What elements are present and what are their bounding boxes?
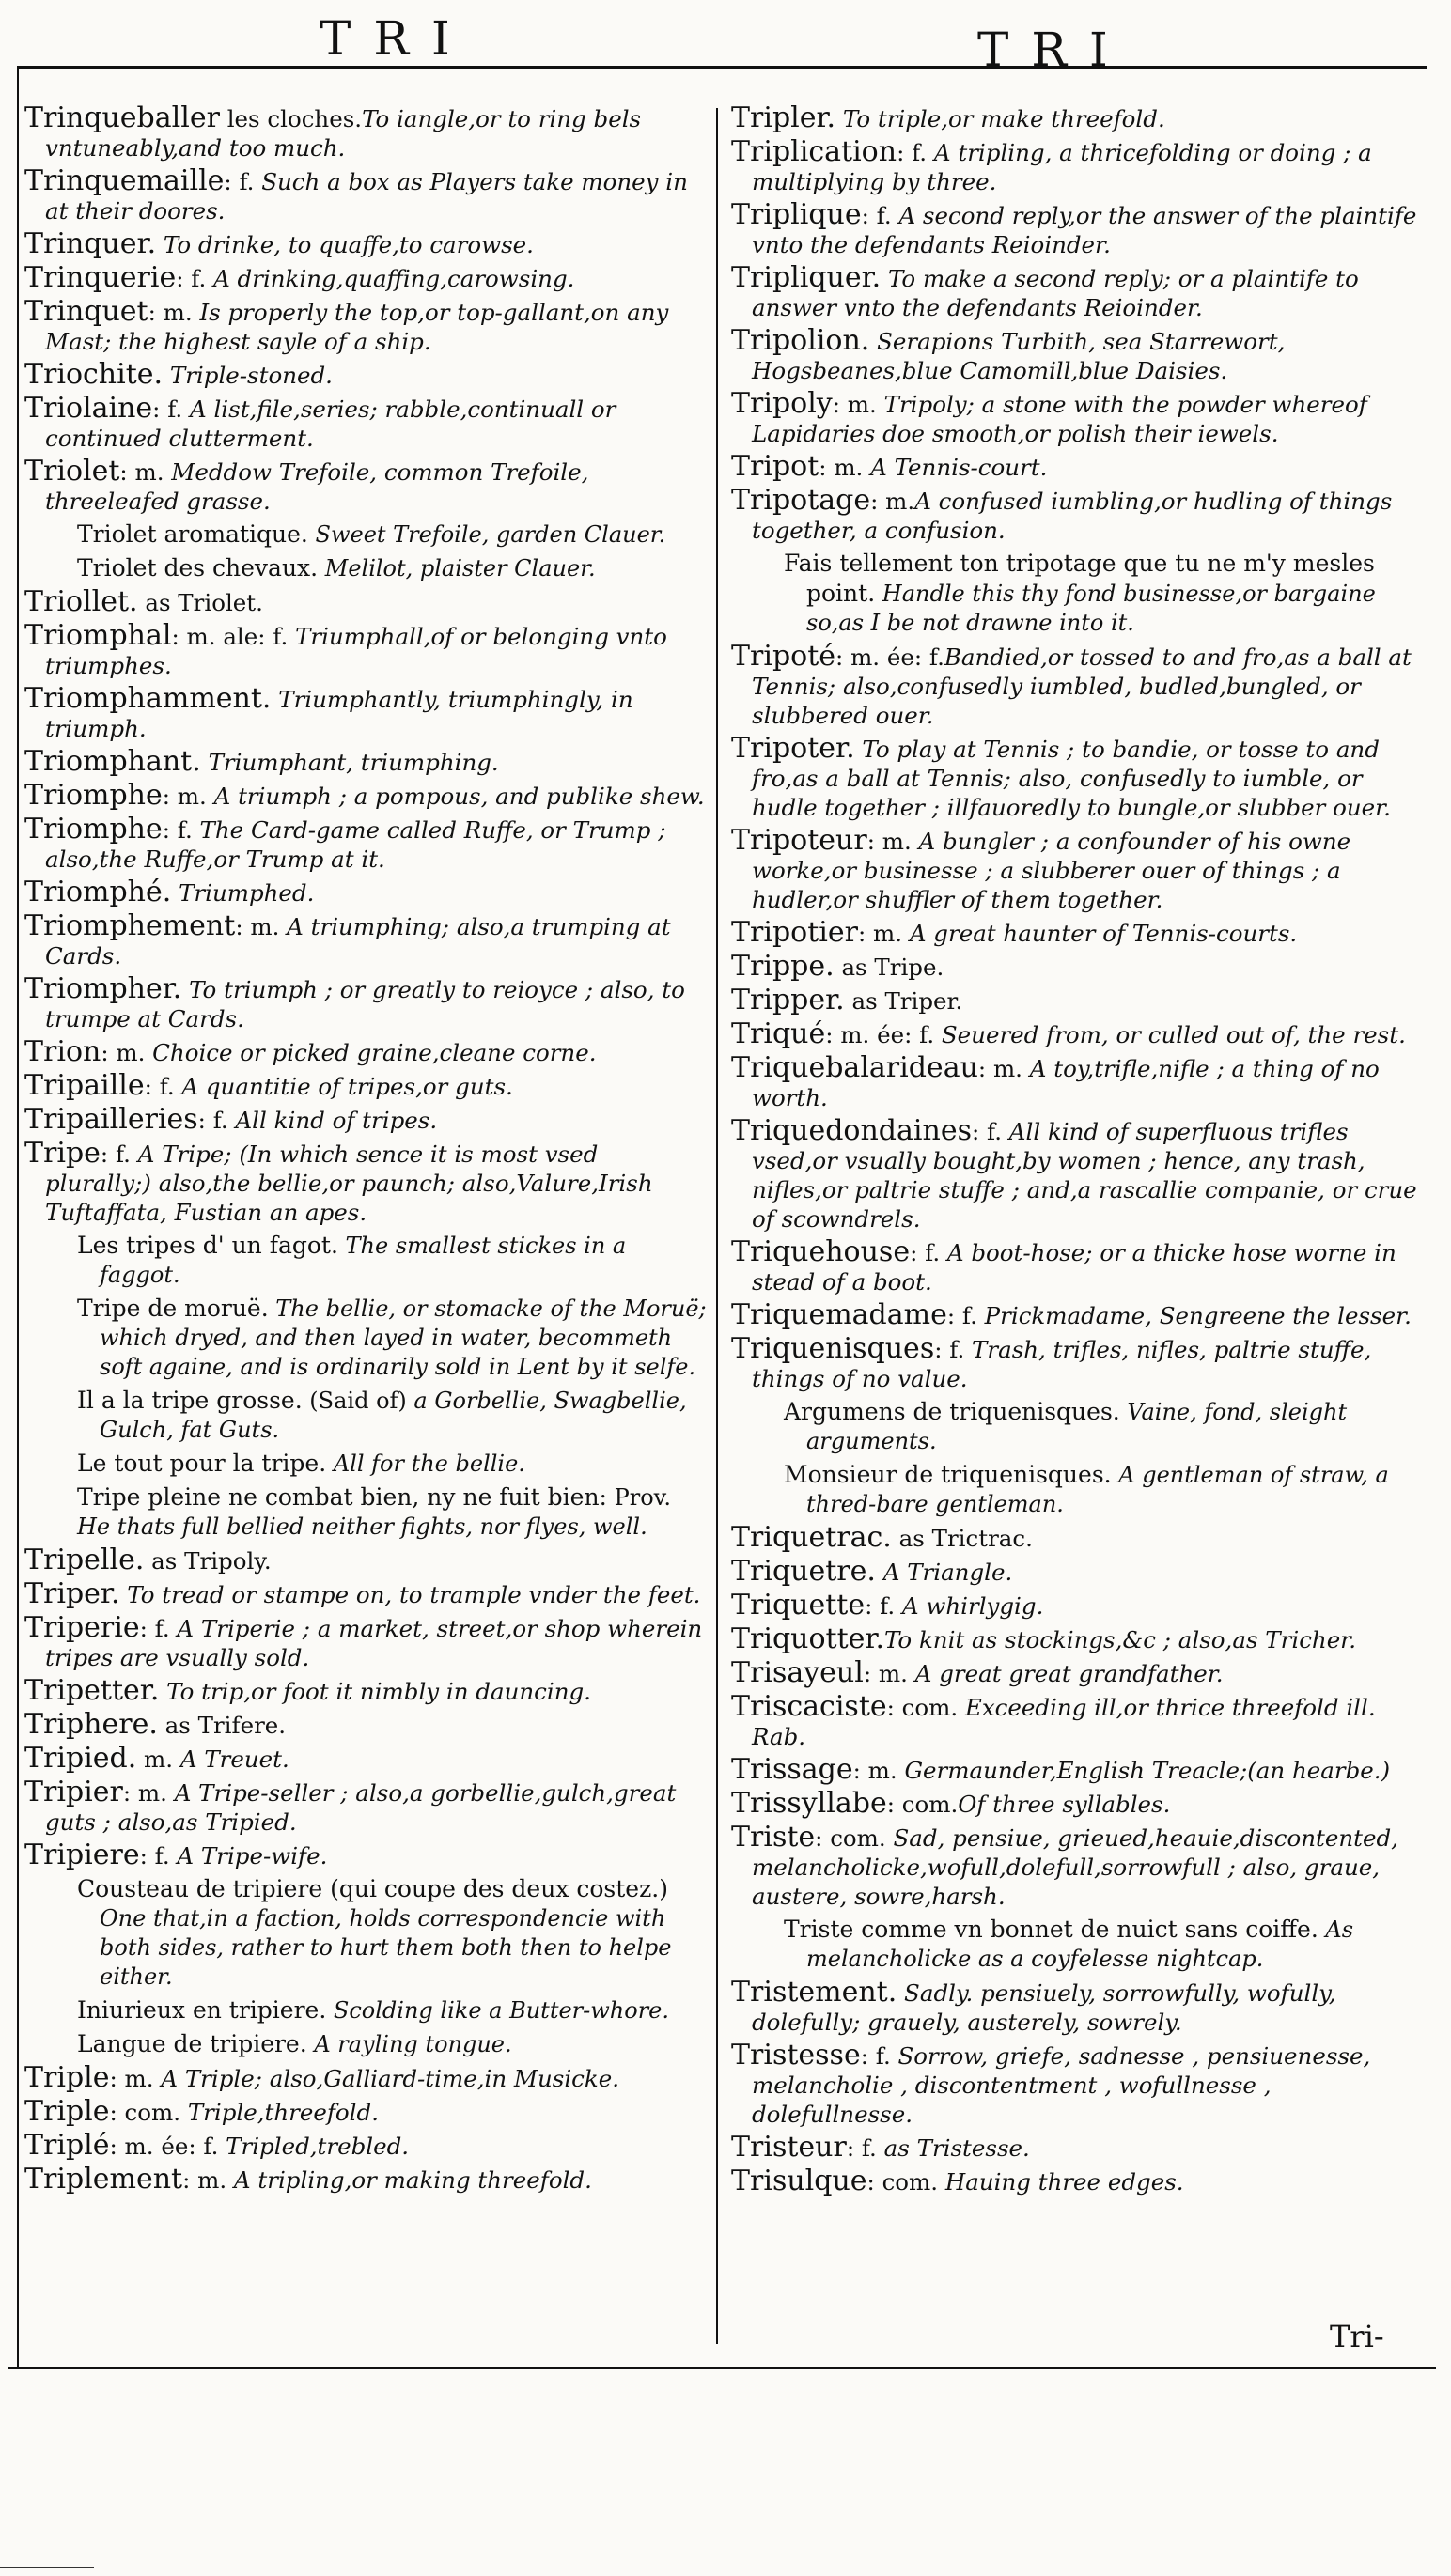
entry-grammar: : m. xyxy=(866,828,912,855)
dictionary-entry xyxy=(24,103,710,163)
entry-definition: To drinke, to quaffe,to carowse. xyxy=(156,231,534,258)
entry-grammar: : f. xyxy=(224,168,255,195)
dictionary-entry xyxy=(731,1624,1427,1654)
entry-headword: Triscaciste xyxy=(731,1690,887,1723)
entry-headword: Trippe. xyxy=(731,950,835,983)
entry-headword: Triste comme vn bonnet de nuict sans coiffe. xyxy=(784,1916,1318,1943)
entry-definition: A quantitie of tripes,or guts. xyxy=(174,1073,513,1100)
entry-definition: Hauing three edges. xyxy=(938,2168,1184,2196)
entry-definition: A drinking,quaffing,carowsing. xyxy=(206,265,575,292)
entry-definition: A tripling,or making threefold. xyxy=(226,2166,592,2194)
entry-grammar: : m. xyxy=(182,2166,227,2194)
entry-headword: Tripied. xyxy=(24,1742,137,1775)
entry-definition: All for the bellie. xyxy=(326,1451,525,1477)
entry-grammar: : f. xyxy=(971,1118,1002,1145)
entry-grammar: (Said of) xyxy=(302,1388,407,1414)
entry-headword: Triomphe xyxy=(24,779,163,812)
entry-headword: Fais tellement ton tripotage que tu ne m'y mesles point. xyxy=(784,550,1375,607)
entry-grammar: as Tripe. xyxy=(834,954,944,981)
entry-definition: Meddow Trefoile, common Trefoile, threeleafed grasse. xyxy=(45,458,589,515)
entry-headword: Tripot xyxy=(731,450,819,483)
entry-headword: Trinquemaille xyxy=(24,164,225,197)
dictionary-entry xyxy=(731,1915,1427,1974)
entry-definition: Choice or picked graine,cleane corne. xyxy=(145,1039,597,1066)
entry-definition: Tripled,trebled. xyxy=(218,2133,410,2160)
entry-grammar: : f. xyxy=(144,1073,175,1100)
entry-grammar: as Triper. xyxy=(844,987,963,1015)
dictionary-entry xyxy=(24,781,710,811)
dictionary-entry xyxy=(731,1237,1427,1296)
entry-headword: Monsieur de triquenisques. xyxy=(784,1461,1112,1488)
entry-definition: He thats full bellied neither fights, nor flyes, well. xyxy=(77,1513,647,1540)
entry-grammar: : m. xyxy=(122,1779,167,1807)
entry-grammar: : f. xyxy=(860,2042,891,2070)
dictionary-entry xyxy=(731,1116,1427,1234)
entry-definition: A second reply,or the answer of the plaintife vnto the defendants Reioinder. xyxy=(752,202,1417,258)
entry-headword: Trisulque xyxy=(731,2165,867,2197)
dictionary-entry xyxy=(731,734,1427,822)
dictionary-entry xyxy=(24,1840,710,1870)
entry-definition: A Tripe-wife. xyxy=(169,1842,328,1870)
dictionary-entry xyxy=(731,1557,1427,1587)
entry-headword: Tripaille xyxy=(24,1069,145,1102)
dictionary-entry xyxy=(24,360,710,390)
entry-grammar: : m. ée: f. xyxy=(835,644,944,671)
dictionary-entry xyxy=(731,826,1427,914)
entry-grammar: : m. xyxy=(119,458,164,486)
dictionary-entry xyxy=(24,587,710,617)
entry-definition: Sadly. pensiuely, sorrowfully, wofully, dolefully; grauely, austerely, sowrely. xyxy=(752,1979,1336,2036)
dictionary-entry xyxy=(731,200,1427,259)
left-rule xyxy=(17,66,19,2367)
entry-headword: Triste xyxy=(731,1821,816,1854)
entry-definition: Trash, trifles, nifles, paltrie stuffe, things of no value. xyxy=(752,1336,1372,1392)
entry-grammar: : com. xyxy=(886,1791,959,1818)
entry-definition: Such a box as Players take money in at their doores. xyxy=(45,168,688,225)
entry-definition: A Triangle. xyxy=(875,1559,1013,1586)
entry-definition: Triumphed. xyxy=(171,879,315,907)
entry-headword: Triochite. xyxy=(24,358,164,391)
dictionary-entry xyxy=(24,1545,710,1575)
entry-headword: Triomphé. xyxy=(24,876,172,908)
dictionary-entry xyxy=(24,1579,710,1609)
entry-headword: Les tripes d' un fagot. xyxy=(77,1232,338,1259)
entry-definition: A Tripe; (In which sence it is most vsed plurally;) also,the bellie,or paunch; also,Valure,Irish Tuftaffata, Fustian an apes. xyxy=(45,1141,653,1226)
dictionary-entry xyxy=(24,1744,710,1774)
entry-grammar: : m. xyxy=(852,1757,897,1784)
entry-grammar: les cloches. xyxy=(219,105,363,132)
entry-headword: Triolet xyxy=(24,455,120,488)
dictionary-entry xyxy=(24,394,710,453)
entry-definition: Of three syllables. xyxy=(958,1791,1171,1818)
entry-grammar: : f. xyxy=(139,1842,170,1870)
entry-headword: Cousteau de tripiere (qui coupe des deux costez.) xyxy=(77,1875,668,1902)
entry-headword: Triquette xyxy=(731,1589,866,1622)
entry-headword: Trinquet xyxy=(24,295,148,328)
entry-headword: Triompher. xyxy=(24,972,182,1005)
entry-definition: All kind of superfluous trifles vsed,or vsually bought,by women ; hence, any trash, nifles,or paltrie stuffe ; and,a rascallie companie, or crue of scowndrels. xyxy=(752,1118,1417,1233)
entry-definition: Melilot, plaister Clauer. xyxy=(318,555,596,582)
dictionary-entry xyxy=(731,918,1427,948)
dictionary-entry xyxy=(24,1482,710,1542)
entry-definition: as Tristesse. xyxy=(876,2134,1030,2162)
entry-headword: Tripelle. xyxy=(24,1544,145,1576)
dictionary-entry xyxy=(24,684,710,743)
entry-grammar: : m. xyxy=(819,454,864,481)
dictionary-entry xyxy=(731,1019,1427,1049)
entry-definition: To triple,or make threefold. xyxy=(835,105,1165,132)
entry-definition: A whirlygig. xyxy=(895,1592,1044,1620)
entry-headword: Tripoté xyxy=(731,640,836,673)
entry-definition: A tripling, a thricefolding or doing ; a multiplying by three. xyxy=(752,139,1372,195)
dictionary-entry xyxy=(731,452,1427,482)
dictionary-entry xyxy=(24,2097,710,2127)
entry-definition: Triumphall,of or belonging vnto triumphes. xyxy=(45,623,667,679)
entry-headword: Tripe de moruë. xyxy=(77,1295,269,1322)
entry-definition: As melancholicke as a coyfelesse nightcap. xyxy=(806,1916,1354,1972)
catchword: Tri- xyxy=(1330,2319,1384,2354)
entry-headword: Triplication xyxy=(731,135,897,168)
entry-headword: Tripoteur xyxy=(731,824,867,857)
entry-grammar: : m. xyxy=(101,1039,146,1066)
entry-headword: Iniurieux en tripiere. xyxy=(77,1996,327,2024)
entry-headword: Tristeur xyxy=(731,2131,847,2164)
dictionary-entry xyxy=(24,1386,710,1445)
entry-headword: Triquetrac. xyxy=(731,1521,892,1554)
dictionary-entry xyxy=(731,1460,1427,1519)
entry-definition: A confused iumbling,or hudling of things together, a confusion. xyxy=(752,488,1393,544)
entry-headword: Triomphant. xyxy=(24,745,201,778)
dictionary-entry xyxy=(24,1710,710,1740)
entry-headword: Tripliquer. xyxy=(731,261,882,294)
dictionary-entry xyxy=(24,815,710,874)
entry-headword: Tripler. xyxy=(731,101,836,134)
dictionary-entry xyxy=(731,1978,1427,2037)
dictionary-entry xyxy=(24,911,710,970)
dictionary-entry xyxy=(24,1874,710,1992)
entry-definition: A boot-hose; or a thicke hose worne in stead of a boot. xyxy=(752,1239,1396,1296)
entry-headword: Triquemadame xyxy=(731,1298,947,1331)
dictionary-entry xyxy=(731,1755,1427,1785)
entry-headword: Triollet. xyxy=(24,585,138,618)
entry-headword: Tripoter. xyxy=(731,732,855,765)
entry-headword: Trissage xyxy=(731,1753,853,1786)
entry-definition: A gentleman of straw, a thred-bare gentleman. xyxy=(806,1462,1389,1517)
entry-definition: Sorrow, griefe, sadnesse , pensiuenesse, melancholie , discontentment , wofullnesse , dolefullnesse. xyxy=(752,2042,1371,2128)
entry-grammar: : com. xyxy=(866,2168,939,2196)
dictionary-entry xyxy=(731,486,1427,545)
entry-definition: To trip,or foot it nimbly in dauncing. xyxy=(159,1678,591,1705)
entry-headword: Tripoly xyxy=(731,387,833,420)
entry-definition: A rayling tongue. xyxy=(306,2031,512,2057)
dictionary-entry xyxy=(24,621,710,680)
dictionary-entry xyxy=(731,1658,1427,1688)
entry-definition: To play at Tennis ; to bandie, or tosse to and fro,as a ball at Tennis; also, confusedly to iumble, or hudle together ; illfauoredly to bungle,or slubber ouer. xyxy=(752,736,1391,821)
entry-definition: Triple-stoned. xyxy=(163,362,333,389)
running-head-left: TRI xyxy=(320,11,473,66)
entry-grammar: : f. xyxy=(176,265,207,292)
entry-grammar: : m. ale: f. xyxy=(171,623,289,650)
dictionary-entry xyxy=(731,2166,1427,2196)
entry-definition: Sweet Trefoile, garden Clauer. xyxy=(307,521,666,548)
entry-definition: A list,file,series; rabble,continuall or continued clutterment. xyxy=(45,396,616,452)
entry-headword: Tripier xyxy=(24,1776,123,1808)
entry-headword: Triquebalarideau xyxy=(731,1051,978,1084)
entry-headword: Triomphamment. xyxy=(24,682,272,715)
entry-headword: Trion xyxy=(24,1035,101,1068)
entry-headword: Triomphal xyxy=(24,619,172,652)
entry-definition: Vaine, fond, sleight arguments. xyxy=(806,1399,1348,1454)
entry-headword: Il a la tripe grosse. xyxy=(77,1387,303,1414)
entry-definition: A great great grandfather. xyxy=(907,1660,1224,1687)
entry-definition: Sad, pensiue, grieued,heauie,discontented, melancholicke,wofull,dolefull,sorrowfull ; also, graue, austere, sowre,harsh. xyxy=(752,1824,1398,1910)
entry-grammar: : m. xyxy=(977,1055,1022,1082)
dictionary-entry xyxy=(24,1676,710,1706)
dictionary-entry xyxy=(731,1397,1427,1456)
entry-definition: One that,in a faction, holds correspondencie with both sides, rather to hurt them both then to helpe either. xyxy=(100,1905,672,1990)
dictionary-entry xyxy=(24,553,710,583)
entry-headword: Triolaine xyxy=(24,392,153,425)
entry-headword: Tripetter. xyxy=(24,1674,160,1707)
entry-definition: Exceeding ill,or thrice threefold ill. Rab. xyxy=(752,1694,1376,1750)
entry-definition: Prickmadame, Sengreene the lesser. xyxy=(976,1302,1412,1329)
entry-headword: Tripe xyxy=(24,1137,101,1170)
entry-headword: Triper. xyxy=(24,1577,120,1610)
entry-headword: Triplé xyxy=(24,2129,110,2162)
entry-definition: a Gorbellie, Swagbellie, Gulch, fat Guts. xyxy=(100,1388,687,1443)
entry-grammar: as Trifere. xyxy=(157,1712,287,1739)
dictionary-entry xyxy=(731,1334,1427,1393)
dictionary-entry xyxy=(24,2165,710,2195)
entry-grammar: m. xyxy=(136,1746,174,1773)
entry-grammar: : m. ée: f. xyxy=(825,1021,935,1048)
dictionary-entry xyxy=(731,1823,1427,1911)
dictionary-entry xyxy=(24,1231,710,1290)
footer-rule xyxy=(0,2567,94,2568)
dictionary-entry xyxy=(24,297,710,356)
entry-headword: Tripiere xyxy=(24,1839,140,1871)
dictionary-entry xyxy=(24,1037,710,1067)
entry-grammar: : f. xyxy=(946,1302,977,1329)
entry-grammar: : f. xyxy=(197,1107,228,1134)
entry-headword: Triolet des chevaux. xyxy=(77,554,319,582)
entry-headword: Triperie xyxy=(24,1611,140,1644)
entry-definition: A great haunter of Tennis-courts. xyxy=(902,920,1298,947)
entry-definition: A toy,trifle,nifle ; a thing of no worth. xyxy=(752,1055,1380,1111)
entry-grammar: as Tripoly. xyxy=(144,1547,272,1575)
right-column xyxy=(731,103,1427,2200)
entry-definition: A Tripe-seller ; also,a gorbellie,gulch,great guts ; also,as Tripied. xyxy=(45,1779,677,1836)
dictionary-entry xyxy=(24,1995,710,2025)
entry-definition: A triumphing; also,a trumping at Cards. xyxy=(45,913,671,970)
entry-definition: Tripoly; a stone with the powder whereof Lapidaries doe smooth,or polish their iewels. xyxy=(752,391,1367,447)
dictionary-entry xyxy=(24,1613,710,1672)
entry-headword: Triquehouse xyxy=(731,1235,911,1268)
entry-headword: Triquetre. xyxy=(731,1555,876,1588)
dictionary-entry xyxy=(731,2041,1427,2129)
entry-headword: Tristement. xyxy=(731,1976,897,2009)
entry-grammar: : f. xyxy=(162,816,193,844)
dictionary-entry xyxy=(731,103,1427,133)
dictionary-entry xyxy=(24,229,710,259)
dictionary-entry xyxy=(731,263,1427,322)
dictionary-entry xyxy=(24,520,710,550)
left-column xyxy=(24,103,710,2198)
entry-headword: Tripe pleine ne combat bien, ny ne fuit bien: xyxy=(77,1483,607,1511)
dictionary-entry xyxy=(731,1300,1427,1330)
entry-headword: Trissyllabe xyxy=(731,1787,887,1820)
dictionary-entry xyxy=(24,2029,710,2059)
dictionary-entry xyxy=(731,985,1427,1016)
entry-grammar: : com. xyxy=(886,1694,959,1721)
entry-headword: Triplement xyxy=(24,2163,183,2196)
dictionary-entry xyxy=(731,642,1427,730)
entry-grammar: as Trictrac. xyxy=(891,1525,1033,1552)
entry-grammar: : m. xyxy=(857,920,903,947)
entry-headword: Tripotage xyxy=(731,484,871,517)
entry-headword: Tripolion. xyxy=(731,324,870,357)
entry-grammar: : f. xyxy=(152,396,183,423)
entry-headword: Tristesse xyxy=(731,2039,861,2072)
entry-grammar: : f. xyxy=(846,2134,877,2162)
entry-definition: Bandied,or tossed to and fro,as a ball at Tennis; also,confusedly iumbled, budled,bungled, or slubbered ouer. xyxy=(752,644,1412,729)
entry-grammar: as Triolet. xyxy=(137,589,263,616)
dictionary-entry xyxy=(731,1591,1427,1621)
dictionary-entry xyxy=(24,974,710,1033)
entry-grammar: : f. xyxy=(139,1615,170,1642)
dictionary-entry xyxy=(731,137,1427,196)
entry-headword: Triolet aromatique. xyxy=(77,520,308,548)
entry-definition: Is properly the top,or top-gallant,on any Mast; the highest sayle of a ship. xyxy=(45,299,669,355)
entry-definition: To tread or stampe on, to trample vnder the feet. xyxy=(119,1581,701,1608)
entry-grammar: : m. xyxy=(235,913,280,940)
entry-grammar: : f. xyxy=(897,139,928,166)
dictionary-entry xyxy=(24,1777,710,1837)
dictionary-entry xyxy=(731,389,1427,448)
entry-headword: Triphere. xyxy=(24,1708,158,1741)
bottom-rule xyxy=(8,2367,1436,2369)
dictionary-entry xyxy=(731,2133,1427,2163)
entry-grammar: : f. xyxy=(100,1141,131,1168)
entry-grammar: : f. xyxy=(934,1336,965,1363)
entry-headword: Triquenisques xyxy=(731,1332,935,1365)
dictionary-entry xyxy=(24,457,710,516)
entry-headword: Trinquerie xyxy=(24,261,177,294)
dictionary-entry xyxy=(731,1692,1427,1751)
entry-grammar: : m. xyxy=(832,391,877,418)
entry-grammar: : m. xyxy=(863,1660,908,1687)
entry-headword: Triple xyxy=(24,2061,110,2094)
dictionary-entry xyxy=(731,1053,1427,1112)
entry-definition: A bungler ; a confounder of his owne worke,or businesse ; a slubberer ouer of things ; a hudler,or shuffler of them together. xyxy=(752,828,1351,913)
entry-grammar: Prov. xyxy=(606,1484,672,1511)
dictionary-entry xyxy=(24,2063,710,2093)
dictionary-entry xyxy=(24,877,710,908)
dictionary-entry xyxy=(731,1523,1427,1553)
dictionary-entry xyxy=(24,1294,710,1382)
top-rule xyxy=(17,66,1427,69)
entry-definition: Seuered from, or culled out of, the rest. xyxy=(934,1021,1406,1048)
entry-headword: Tripailleries xyxy=(24,1103,198,1136)
entry-definition: To knit as stockings,&c ; also,as Tricher. xyxy=(883,1626,1356,1653)
dictionary-entry xyxy=(731,326,1427,385)
column-rule xyxy=(716,108,718,2344)
dictionary-entry xyxy=(24,1449,710,1479)
entry-grammar: : f. xyxy=(910,1239,941,1266)
entry-headword: Le tout pour la tripe. xyxy=(77,1450,327,1477)
dictionary-entry xyxy=(24,166,710,225)
entry-grammar: : f. xyxy=(861,202,892,229)
dictionary-entry xyxy=(731,549,1427,638)
entry-headword: Triquedondaines xyxy=(731,1114,972,1147)
entry-headword: Tripper. xyxy=(731,984,845,1016)
entry-grammar: : f. xyxy=(865,1592,896,1620)
dictionary-entry xyxy=(24,747,710,777)
entry-headword: Trinqueballer xyxy=(24,101,220,134)
entry-definition: A Tennis-court. xyxy=(863,454,1048,481)
entry-definition: The Card-game called Ruffe, or Trump ; also,the Ruffe,or Trump at it. xyxy=(45,816,666,873)
entry-definition: A Treuet. xyxy=(173,1746,289,1773)
entry-definition: To iangle,or to ring bels vntuneably,and too much. xyxy=(45,105,642,162)
entry-headword: Trisayeul xyxy=(731,1656,864,1689)
dictionary-entry xyxy=(24,263,710,293)
entry-definition: Germaunder,English Treacle;(an hearbe.) xyxy=(897,1757,1391,1784)
entry-grammar: : m. xyxy=(870,488,915,515)
dictionary-entry xyxy=(731,1789,1427,1819)
entry-definition: A Triperie ; a market, street,or shop wherein tripes are vsually sold. xyxy=(45,1615,703,1671)
entry-headword: Argumens de triquenisques. xyxy=(784,1398,1120,1425)
dictionary-entry xyxy=(731,952,1427,982)
entry-definition: To make a second reply; or a plaintife to answer vnto the defendants Reioinder. xyxy=(752,265,1359,321)
dictionary-entry xyxy=(24,2131,710,2161)
entry-grammar: : m. xyxy=(148,299,193,326)
entry-definition: Serapions Turbith, sea Starrewort, Hogsbeanes,blue Camomill,blue Daisies. xyxy=(752,328,1286,384)
entry-definition: Handle this thy fond businesse,or bargaine so,as I be not drawne into it. xyxy=(806,581,1376,636)
entry-headword: Trinquer. xyxy=(24,227,157,260)
entry-headword: Triplique xyxy=(731,198,862,231)
entry-grammar: : m. xyxy=(162,783,207,810)
entry-headword: Tripotier xyxy=(731,916,858,949)
entry-headword: Triqué xyxy=(731,1017,826,1050)
entry-grammar: : m. xyxy=(109,2065,154,2092)
entry-definition: To triumph ; or greatly to reioyce ; also, to trumpe at Cards. xyxy=(45,976,685,1032)
entry-headword: Triomphement xyxy=(24,909,236,942)
entry-grammar: : com. xyxy=(815,1824,886,1852)
entry-definition: Scolding like a Butter-whore. xyxy=(326,1997,670,2024)
entry-headword: Triomphe xyxy=(24,813,163,846)
entry-definition: The smallest stickes in a faggot. xyxy=(100,1233,627,1288)
entry-definition: Triumphant, triumphing. xyxy=(200,749,499,776)
entry-definition: A Triple; also,Galliard-time,in Musicke. xyxy=(153,2065,620,2092)
entry-headword: Triquotter. xyxy=(731,1622,884,1655)
dictionary-entry xyxy=(24,1071,710,1101)
dictionary-entry xyxy=(24,1105,710,1135)
entry-definition: The bellie, or stomacke of the Moruë; which dryed, and then layed in water, becommeth soft againe, and is ordinarily sold in Lent by it selfe. xyxy=(100,1296,707,1380)
entry-headword: Triple xyxy=(24,2095,110,2128)
entry-grammar: : com. xyxy=(109,2099,181,2126)
entry-grammar: : m. ée: f. xyxy=(109,2133,219,2160)
dictionary-entry xyxy=(24,1139,710,1227)
entry-headword: Langue de tripiere. xyxy=(77,2030,307,2057)
entry-definition: All kind of tripes. xyxy=(227,1107,438,1134)
running-head-right: TRI xyxy=(977,23,1131,77)
entry-definition: Triumphantly, triumphingly, in triumph. xyxy=(45,686,633,742)
entry-definition: Triple,threefold. xyxy=(180,2099,379,2126)
entry-definition: A triumph ; a pompous, and publike shew. xyxy=(206,783,705,810)
